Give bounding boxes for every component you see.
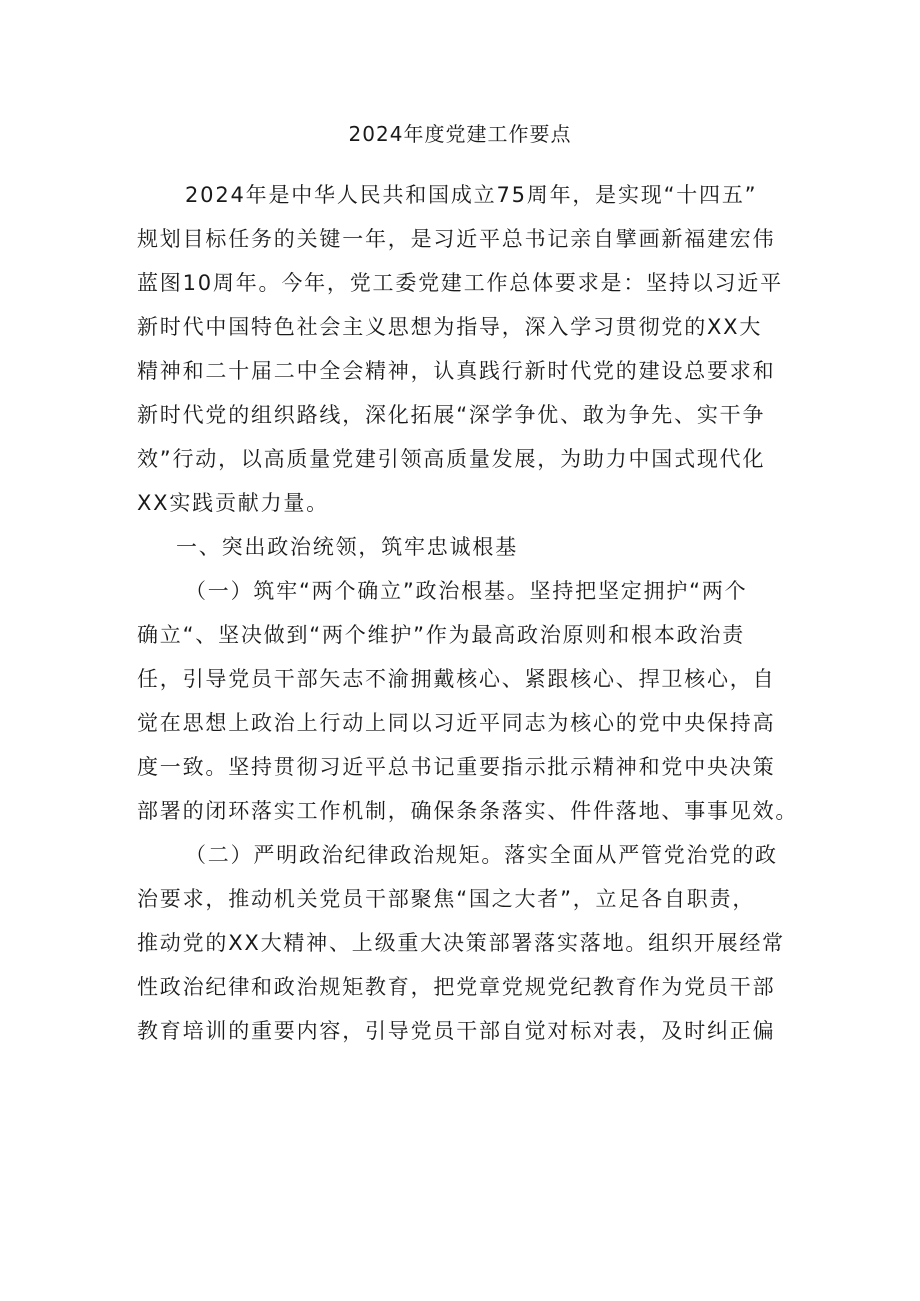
paragraph-line: 效”行动，以高质量党建引领高质量发展，为助力中国式现代化	[137, 447, 766, 471]
paragraph-line: 新时代中国特色社会主义思想为指导，深入学习贯彻党的XX大	[137, 315, 763, 339]
paragraph-line: （二）严明政治纪律政治规矩。落实全面从严管党治党的政	[185, 843, 778, 867]
paragraph-line: 新时代党的组织路线，深化拓展“深学争优、敢为争先、实干争	[137, 403, 766, 427]
paragraph-line: 推动党的XX大精神、上级重大决策部署落实落地。组织开展经常	[137, 931, 785, 955]
paragraph-line: 2024年是中华人民共和国成立75周年，是实现“十四五”	[185, 183, 758, 207]
paragraph-line: 教育培训的重要内容，引导党员干部自觉对标对表，及时纠正偏	[137, 1019, 776, 1043]
paragraph-line: 度一致。坚持贯彻习近平总书记重要指示批示精神和党中央决策	[137, 755, 776, 779]
paragraph-line: 觉在思想上政治上行动上同以习近平同志为核心的党中央保持高	[137, 711, 776, 735]
paragraph-line: 蓝图10周年。今年，党工委党建工作总体要求是：坚持以习近平	[137, 271, 783, 295]
paragraph-line: 治要求，推动机关党员干部聚焦“国之大者”，立足各自职责，	[137, 887, 756, 911]
paragraph-line: 任，引导党员干部矢志不渝拥戴核心、紧跟核心、捍卫核心，自	[137, 667, 776, 691]
paragraph-line: （一）筑牢“两个确立”政治根基。坚持把坚定拥护“两个	[185, 579, 748, 603]
paragraph-line: 部署的闭环落实工作机制，确保条条落实、件件落地、事事见效。	[137, 799, 799, 823]
paragraph-line: XX实践贡献力量。	[137, 491, 329, 515]
paragraph-line: 精神和二十届二中全会精神，认真践行新时代党的建设总要求和	[137, 359, 776, 383]
document-title: 2024年度党建工作要点	[348, 122, 572, 146]
paragraph-line: 确立“、坚决做到“两个维护”作为最高政治原则和根本政治责	[137, 623, 746, 647]
section-heading: 一、突出政治统领，筑牢忠诚根基	[176, 535, 518, 559]
paragraph-line: 性政治纪律和政治规矩教育，把党章党规党纪教育作为党员干部	[137, 975, 776, 999]
paragraph-line: 规划目标任务的关键一年，是习近平总书记亲自擘画新福建宏伟	[137, 227, 776, 251]
